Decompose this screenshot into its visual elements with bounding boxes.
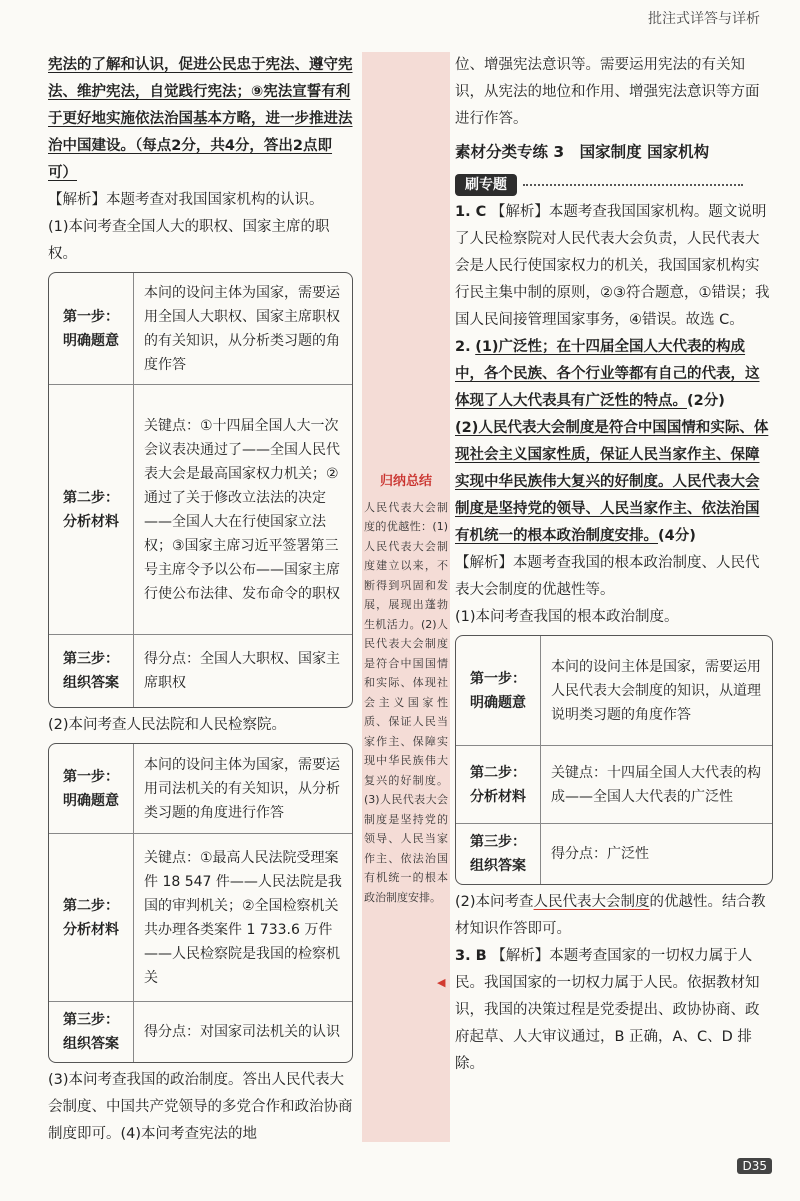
- answer-continuation: 宪法的了解和认识，促进公民忠于宪法、遵守宪法、维护宪法，自觉践行宪法；⑨宪法宣誓有利于更好地实施依法治国基本方略，进一步推进法治中国建设。（每点2分，共4分，答出2点即可）: [48, 57, 353, 181]
- step-label: 第三步： 组织答案: [49, 635, 134, 707]
- dotted-divider: [523, 184, 743, 186]
- step-text: 关键点：十四届全国人大代表的构成——全国人大代表的广泛性: [541, 746, 772, 824]
- header-title: 批注式详答与详析: [648, 11, 760, 27]
- answer-2-analysis: 【解析】本题考查我国的根本政治制度、人民代表大会制度的优越性等。: [455, 555, 760, 598]
- step-text: 得分点：广泛性: [551, 846, 649, 862]
- answer-1-text: 【解析】本题考查我国国家机构。题文说明了人民检察院对人民代表大会负责，人民代表大会是人民行使国家权力的机关，我国国家机构实行民主集中制的原则，②③符合题意，①错误；我国人民间接管理国家事务，④错误。故选 C。: [455, 204, 770, 328]
- answer-2-question-1: (1)本问考查我国的根本政治制度。: [455, 609, 679, 625]
- tag-row: [455, 172, 773, 199]
- answer-3-number: 3. B: [455, 948, 487, 964]
- answer-1: [455, 199, 773, 334]
- question-1-note: (1)本问考查全国人大的职权、国家主席的职权。: [48, 219, 330, 262]
- answer-2-question-2: (2)本问考查人民代表大会制度的优越性。结合教材知识作答即可。: [455, 894, 766, 937]
- answer-2-part1: (1)广泛性；在十四届全国人大代表的构成中，各个民族、各个行业等都有自己的代表，这体现了人大代表具有广泛性的特点。: [455, 339, 760, 409]
- summary-note-title: 归纳总结: [379, 474, 432, 489]
- answer-2: [455, 334, 773, 415]
- answer-2-part2: [455, 415, 773, 550]
- left-column: [48, 52, 353, 1148]
- answer-3: [455, 943, 773, 1078]
- highlighted-term: 人民代表大会制度: [533, 894, 650, 910]
- page-number: D35: [737, 1158, 772, 1174]
- step-label: 第三步： 组织答案: [456, 824, 541, 884]
- section-title: 素材分类专练 3 国家制度 国家机构: [455, 143, 710, 161]
- step-label: 第一步： 明确题意: [49, 744, 134, 834]
- step-label: 第二步： 分析材料: [49, 834, 134, 1002]
- summary-note: [364, 472, 448, 907]
- step-label: 第二步： 分析材料: [456, 746, 541, 824]
- steps-table-1: [48, 272, 353, 708]
- step-text: 本问的设问主体是国家，需要运用人民代表大会制度的知识，从道理说明类习题的角度作答: [541, 636, 772, 746]
- pointer-arrow-icon: ◀: [437, 976, 446, 989]
- step-label: 第二步： 分析材料: [49, 385, 134, 635]
- step-text: 关键点：①十四届全国人大一次会议表决通过了——全国人民代表大会是最高国家权力机关；②通过了关于修改立法法的决定——全国人大在行使国家立法权；③国家主席习近平签署第三号主席令予以公布——国家主席行使公布法律、发布命令的职权: [134, 385, 352, 635]
- step-label: 第三步： 组织答案: [49, 1002, 134, 1062]
- right-column: [455, 52, 773, 1078]
- step-label: 第一步： 明确题意: [456, 636, 541, 746]
- answer-2-part2-score: (4分): [658, 528, 696, 544]
- topic-tag: 刷专题: [455, 174, 517, 196]
- answer-2-part1-score: (2分): [687, 393, 725, 409]
- steps-table-3: [455, 635, 773, 885]
- question-3-4-note: (3)本问考查我国的政治制度。答出人民代表大会制度、中国共产党领导的多党合作和政治协商制度即可。(4)本问考查宪法的地: [48, 1072, 353, 1142]
- step-text: 本问的设问主体为国家，需要运用全国人大职权、国家主席职权的有关知识，从分析类习题的角度作答: [134, 273, 352, 385]
- answer-3-text: 【解析】本题考查国家的一切权力属于人民。我国国家的一切权力属于人民。依据教材知识，我国的决策过程是党委提出、政协协商、政府起草、人大审议通过，B 正确，A、C、D 排除。: [455, 948, 760, 1072]
- answer-1-number: 1. C: [455, 204, 487, 220]
- step-text: 关键点：①最高人民法院受理案件 18 547 件——人民法院是我国的审判机关；②全国检察机关共办理各类案件 1 733.6 万件——人民检察院是我国的检察机关: [134, 834, 352, 1002]
- steps-table-2: [48, 743, 353, 1063]
- step-text: 得分点：对国家司法机关的认识: [144, 1024, 340, 1040]
- step-label: 第一步： 明确题意: [49, 273, 134, 385]
- step-text: 本问的设问主体为国家，需要运用司法机关的有关知识，从分析类习题的角度进行作答: [134, 744, 352, 834]
- analysis-intro: 【解析】本题考查对我国国家机构的认识。: [48, 192, 324, 208]
- question-2-note: (2)本问考查人民法院和人民检察院。: [48, 717, 287, 733]
- answer-continuation-right: 位、增强宪法意识等。需要运用宪法的有关知识，从宪法的地位和作用、增强宪法意识等方面进行作答。: [455, 57, 760, 127]
- answer-2-number: 2.: [455, 339, 471, 355]
- step-text: 得分点：全国人大职权、国家主席职权: [144, 651, 340, 691]
- summary-note-text: 人民代表大会制度的优越性：(1)人民代表大会制度建立以来，不断得到巩固和发展，展现出蓬勃生机活力。(2)人民代表大会制度是符合中国国情和实际、体现社会主义国家性质、保证人民当家作主、保障实现中华民族伟大复兴的好制度。(3)人民代表大会制度是坚持党的领导、人民当家作主、依法治国有机统一的根本政治制度安排。: [364, 500, 448, 904]
- answer-2-part2-text: (2)人民代表大会制度是符合中国国情和实际、体现社会主义国家性质，保证人民当家作主、保障实现中华民族伟大复兴的好制度。人民代表大会制度是坚持党的领导、人民当家作主、依法治国有机统一的根本政治制度安排。: [455, 420, 769, 544]
